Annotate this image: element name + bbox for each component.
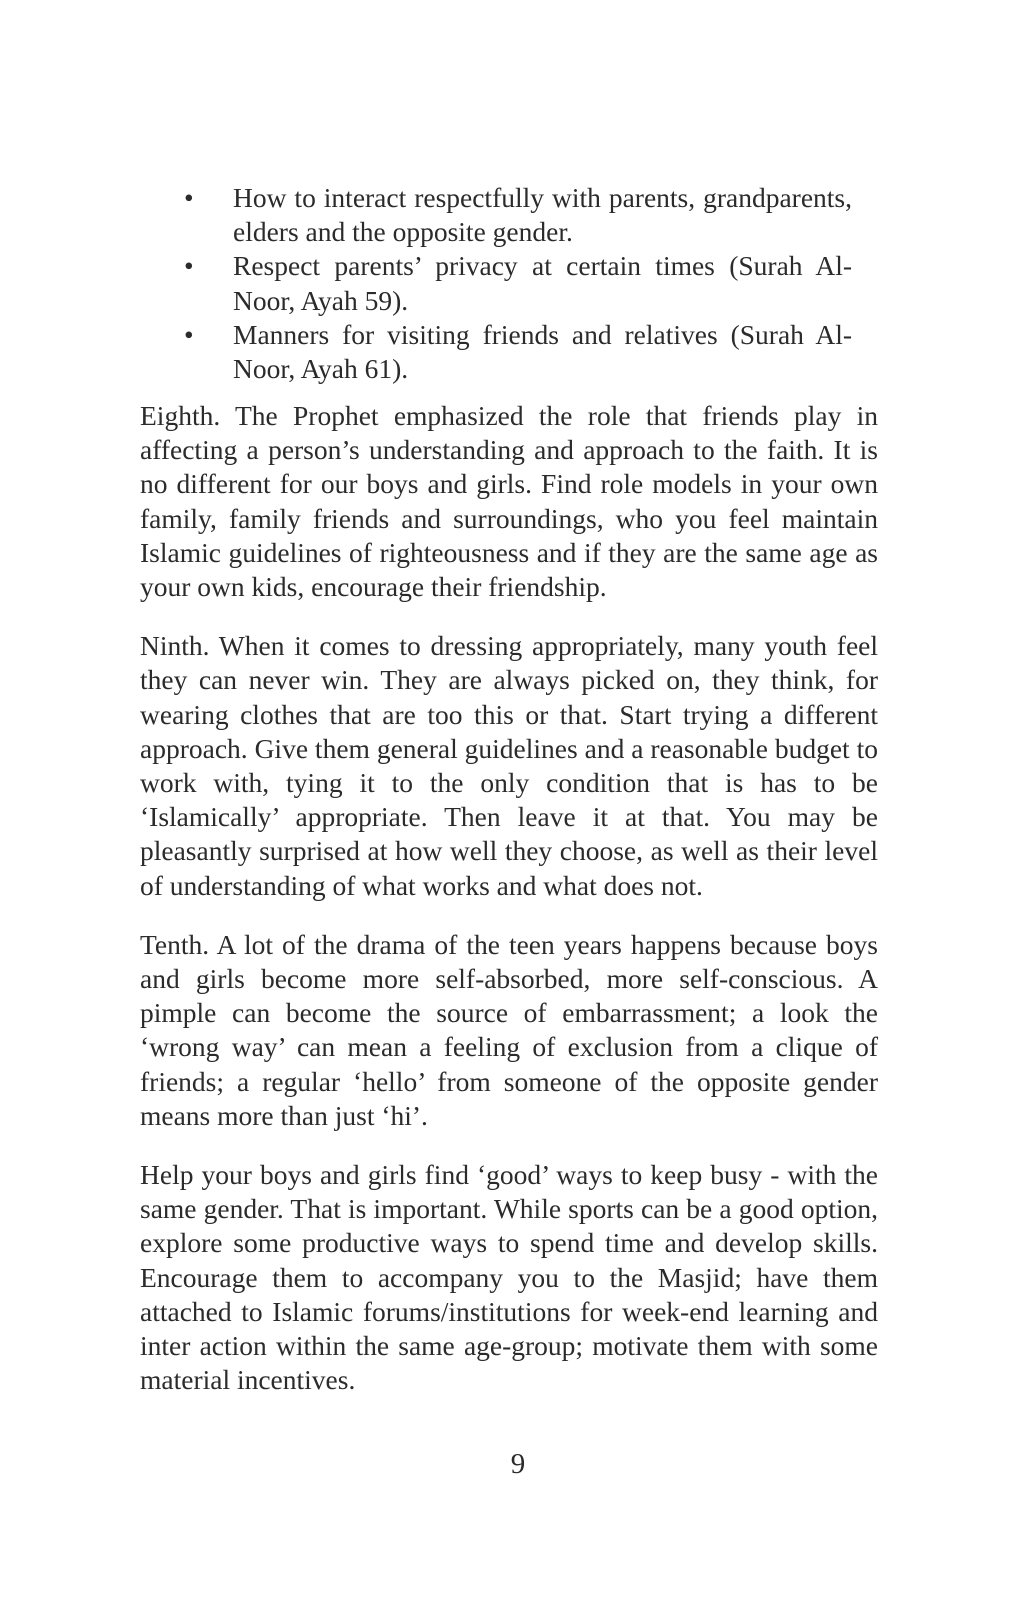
paragraph-eighth: Eighth. The Prophet emphasized the role that friends play in affecting a person’s understanding and approach to the faith. It is no different for our boys and girls. Find role models in your own family, family friends and surroundings, who you feel maintain Islamic guidelines of righteousness and if they are the same age as your own kids, encourage their friendship.	[140, 400, 878, 603]
bullet-symbol: •	[184, 182, 194, 213]
bullet-symbol: •	[184, 318, 194, 350]
bullet-item	[140, 249, 852, 317]
bullet-text: How to interact respectfully with parents, grandparents, elders and the opposite gender.	[233, 182, 852, 248]
paragraph-tenth: Tenth. A lot of the drama of the teen years happens because boys and girls become more self-absorbed, more self-conscious. A pimple can become the source of embarrassment; a look the ‘wrong way’ can mean a feeling of exclusion from a clique of friends; a regular ‘hello’ from someone of the opposite gender means more than just ‘hi’.	[140, 928, 878, 1131]
bullet-text: Manners for visiting friends and relatives (Surah Al-Noor, Ayah 61).	[233, 318, 852, 385]
bullet-item	[140, 318, 852, 386]
bullet-list	[140, 181, 852, 386]
page-number: 9	[510, 1448, 526, 1480]
bullet-symbol: •	[184, 250, 194, 282]
paragraph-ninth: Ninth. When it comes to dressing appropriately, many youth feel they can never win. They are always picked on, they think, for wearing clothes that are too this or that. Start trying a different approach. Give them general guidelines and a reasonable budget to work with, tying it to the only condition that is has to be ‘Islamically’ appropriate. Then leave it at that. You may be pleasantly surprised at how well they choose, as well as their level of understanding of what works and what does not.	[140, 630, 878, 901]
paragraph-help: Help your boys and girls find ‘good’ ways to keep busy - with the same gender. That is important. While sports can be a good option, explore some productive ways to spend time and develop skills. Encourage them to accompany you to the Masjid; have them attached to Islamic forums/institutions for week-end learning and inter action within the same age-group; motivate them with some material incentives.	[140, 1159, 878, 1396]
bullet-item	[140, 181, 852, 249]
bullet-text: Respect parents’ privacy at certain times (Surah Al-Noor, Ayah 59).	[233, 250, 852, 316]
body-text	[140, 399, 878, 1422]
